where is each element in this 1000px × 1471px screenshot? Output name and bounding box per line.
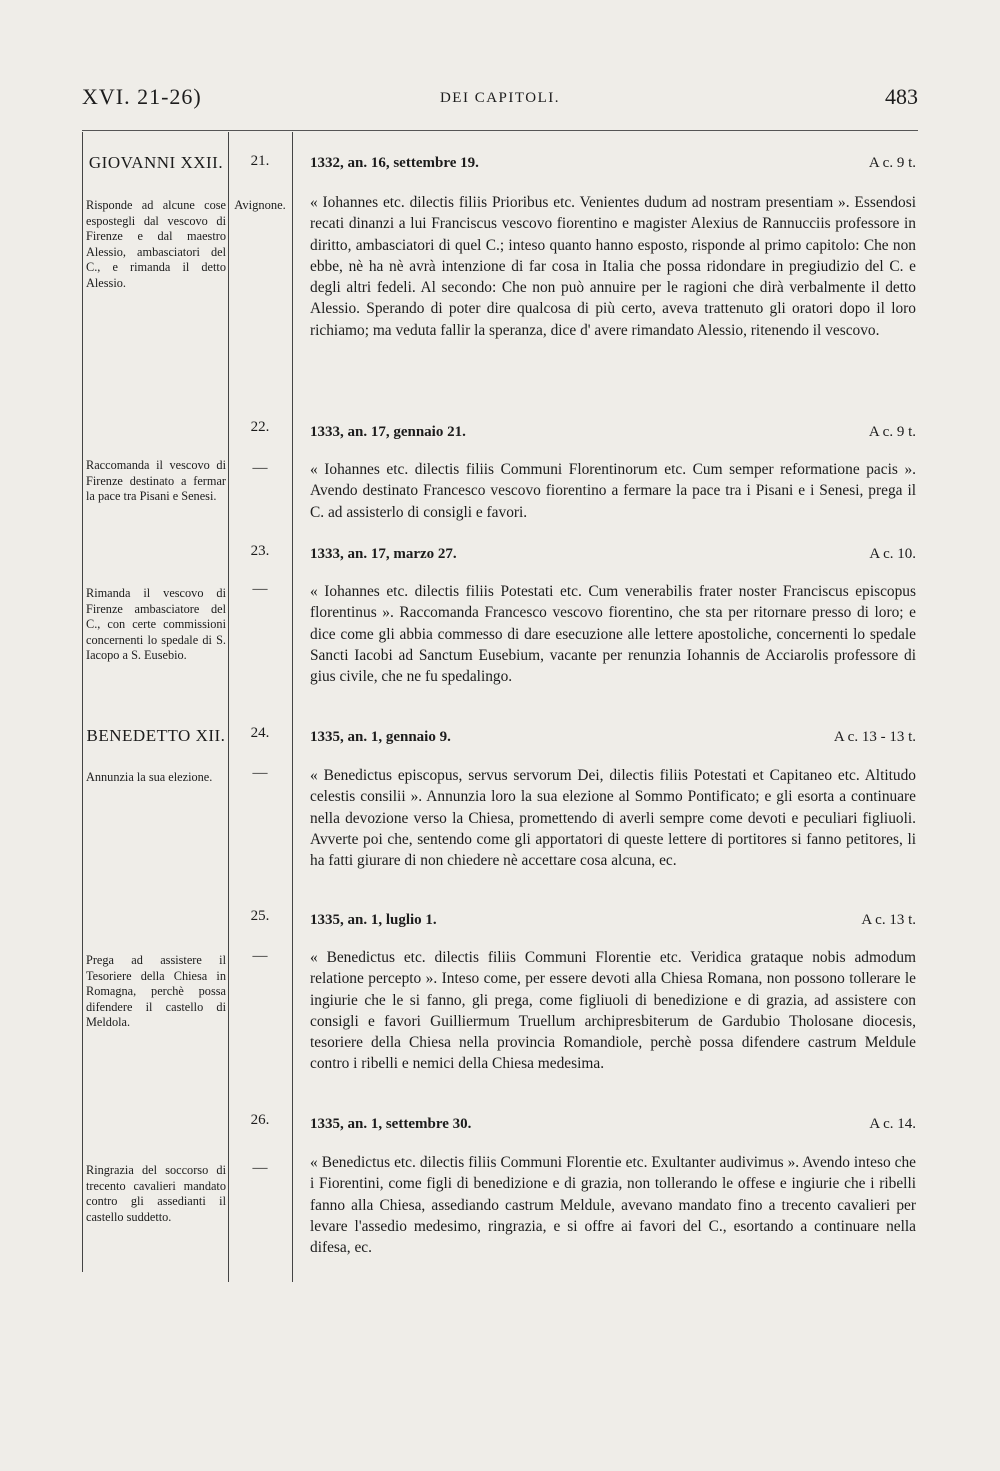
entry-header <box>310 1114 916 1134</box>
entry-summary: Rimanda il vescovo di Firenze ambasciatore del C., con certe commissioni concernenti lo spedale di S. Iacopo a S. Eusebio. <box>86 586 226 662</box>
entry-ref: A c. 14. <box>869 1116 916 1132</box>
entry-summary: Prega ad assistere il Tesoriere della Chiesa in Romagna, perchè possa difendere il castello di Meldola. <box>86 953 226 1029</box>
entry-ref: A c. 9 t. <box>868 155 916 171</box>
entry-text: « Iohannes etc. dilectis filiis Prioribus etc. Venientes dudum ad nostram presentiam ». Essendosi recati dinanzi a lui Franciscus vescovo fiorentino e magister Alexius de Rannucciis professore in diritto, ambasciatori di quel C.; inteso quanto hanno esposto, risponde al primo capitolo: Che non ebbe, nè ha nè avrà intenzione di far cosa in Italia che possa ridondare in pregiudizio del C. e degli altri fedeli. Al secondo: Che non può annuire per le ragioni che dirà verbalmente il detto Alessio. Sperando di poter dire qualcosa di più certo, aveva trattenuto gli oratori dopo il loro richiamo; ma veduta fallir la speranza, dice d' avere rimandato Alessio, ritenendo il vescovo. <box>310 194 916 339</box>
pope-heading-giovanni: GIOVANNI XXII. <box>88 153 224 172</box>
entry-header <box>310 422 916 442</box>
entry-header <box>310 727 916 747</box>
column-rule-middle <box>228 132 229 1282</box>
entry-place: — <box>252 581 268 597</box>
entry-ref: A c. 10. <box>869 546 916 562</box>
entry-number: 25. <box>250 908 270 924</box>
entry-text: « Benedictus episcopus, servus servorum Dei, dilectis filiis Potestati et Capitaneo etc. Altitudo celestis consilii ». Annunzia loro la sua elezione al Sommo Pontificato; e gli esorta a continuare nella devozione verso la Chiesa, promettendo di averli sempre come devoti e peculiari figliuoli. Avverte poi che, sentendo come gli apportatori di queste lettere di portitores si fanno petitores, li ha fatti giurare di non chiedere nè accettare cosa alcuna, ec. <box>310 767 916 870</box>
entry-summary: Ringrazia del soccorso di trecento cavalieri mandato contro gli assedianti il castello suddetto. <box>86 1163 226 1224</box>
entry-text: « Benedictus etc. dilectis filiis Communi Florentie etc. Exultanter audivimus ». Avendo inteso che i Fiorentini, come figli di benedizione e di grazia, non tollerando le offese e ingiurie che i ribelli fanno alla Chiesa, assediando castrum Meldule, avevano mandato fino a trecento cavalieri per levare l'assedio medesimo, ringrazia, e si offre ai favori del C., esortando a continuare nella difesa, ec. <box>310 1154 916 1257</box>
entry-date: 1333, an. 17, marzo 27. <box>310 546 457 562</box>
entry-header <box>310 910 916 930</box>
entry-number: 26. <box>250 1112 270 1128</box>
entry-ref: A c. 13 - 13 t. <box>833 729 916 745</box>
entry-summary: Risponde ad alcune cose espostegli dal vescovo di Firenze e dal maestro Alessio, ambasciatori del C., e rimanda il detto Alessio. <box>86 198 226 290</box>
header-rule <box>82 130 918 131</box>
entry-text: « Iohannes etc. dilectis filiis Communi Florentinorum etc. Cum semper reformatione pacis ». Avendo destinato Francesco vescovo fiorentino a fermare la pace tra i Pisani e i Senesi, prega il C. ad assisterlo di consigli e favori. <box>310 461 916 521</box>
column-rule-left <box>82 132 83 1272</box>
entry-place: — <box>252 948 268 964</box>
page-number: 483 <box>885 84 918 109</box>
entry-ref: A c. 13 t. <box>861 912 916 928</box>
entry-number: 24. <box>250 725 270 741</box>
entry-text: « Benedictus etc. dilectis filiis Communi Florentie etc. Veridica grataque nobis admodum relatione percepto ». Inteso come, per essere devoti alla Chiesa Romana, non possono tollerare le ingiurie che le si fanno, gli prega, come figliuoli di benedizione e di grazia, ad assistere con consigli e favori Guilliermum Truellum archipresbiterum de Gardubio Tholosane diocesis, tesoriere della Chiesa nella provincia Romandiole, perchè possa difendere castrum Meldule contro i ribelli e nemici della Chiesa medesima. <box>310 949 916 1073</box>
running-head-title: DEI CAPITOLI. <box>439 90 561 106</box>
entry-place: Avignone. <box>234 198 286 212</box>
entry-summary: Raccomanda il vescovo di Firenze destinato a fermar la pace tra Pisani e Senesi. <box>86 458 226 503</box>
pope-heading-benedetto: BENEDETTO XII. <box>86 726 226 745</box>
entry-number: 21. <box>250 153 270 169</box>
entry-text: « Iohannes etc. dilectis filiis Potestati etc. Cum venerabilis frater noster Franciscus episcopus florentinus ». Raccomanda Francesco vescovo fiorentino, che sta per ritornare presso di loro; e dice come gli abbia commesso di dare esecuzione alle lettere apostoliche, concernenti lo spedale Sancti Iacobi ad Sanctum Eusebium, vacante per renunzia Iohannis de Acciarolis professore di gius civile, che ne fu spedalingo. <box>310 583 916 686</box>
entry-header <box>310 544 916 564</box>
entry-place: — <box>252 765 268 781</box>
entry-date: 1333, an. 17, gennaio 21. <box>310 424 466 440</box>
entry-header <box>310 153 916 173</box>
entry-place: — <box>252 1160 268 1176</box>
entry-ref: A c. 9 t. <box>868 424 916 440</box>
entry-date: 1332, an. 16, settembre 19. <box>310 155 479 171</box>
running-head-left: XVI. 21-26) <box>82 84 202 109</box>
entry-date: 1335, an. 1, gennaio 9. <box>310 729 451 745</box>
entry-place: — <box>252 460 268 476</box>
entry-summary: Annunzia la sua elezione. <box>86 770 213 784</box>
entry-number: 23. <box>250 543 270 559</box>
column-rule-right <box>292 132 293 1282</box>
entry-date: 1335, an. 1, settembre 30. <box>310 1116 472 1132</box>
entry-date: 1335, an. 1, luglio 1. <box>310 912 437 928</box>
entry-number: 22. <box>250 419 270 435</box>
